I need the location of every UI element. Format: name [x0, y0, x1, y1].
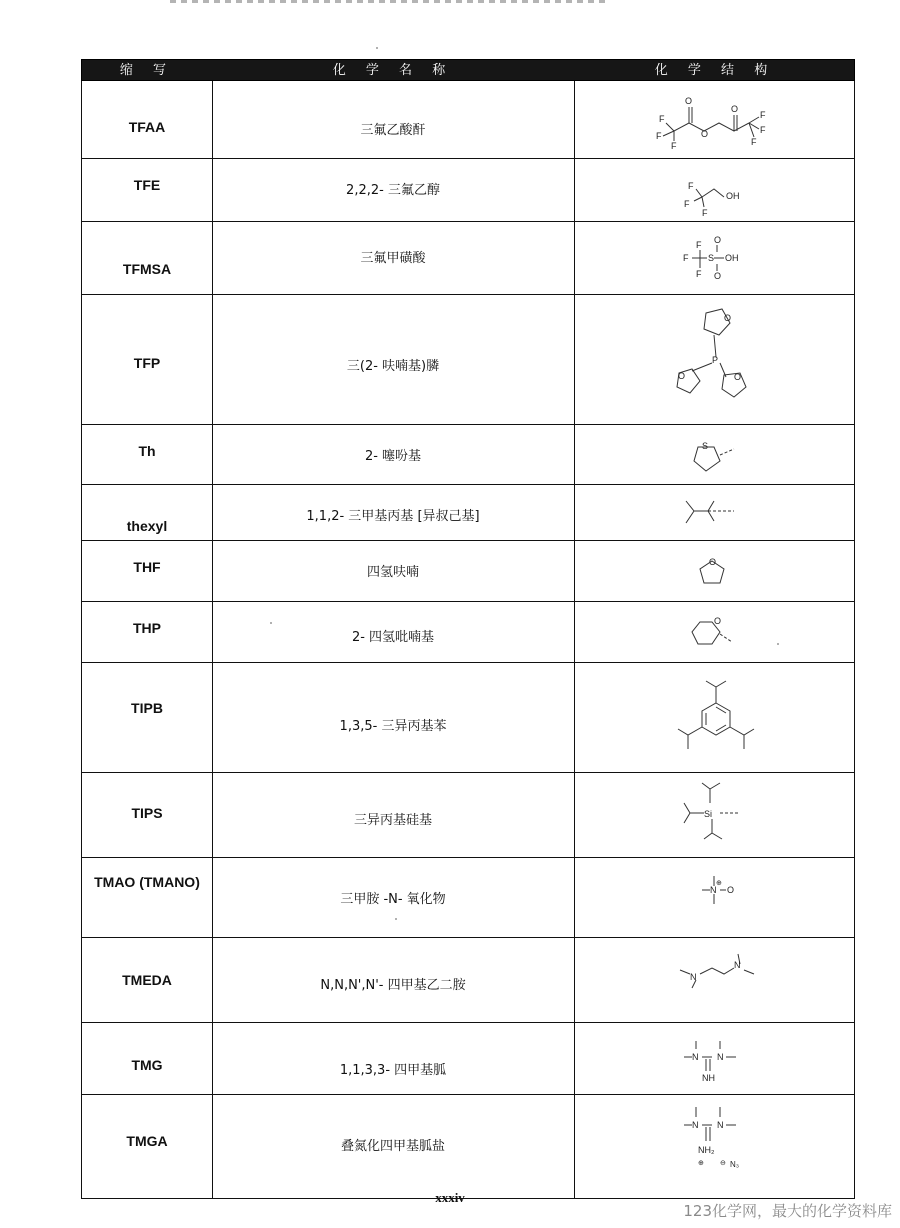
chemical-name-cell: 1,1,2- 三甲基丙基 [异叔己基]	[306, 509, 480, 524]
table-row	[81, 222, 855, 295]
svg-text:F: F	[683, 253, 689, 263]
svg-text:OH: OH	[726, 191, 740, 201]
chemical-name-cell: 三甲胺 -N- 氧化物	[340, 892, 446, 907]
svg-text:S: S	[702, 441, 709, 451]
svg-text:NH₂: NH₂	[698, 1145, 715, 1155]
svg-text:N: N	[692, 1052, 699, 1062]
chemical-name-cell: 四氢呋喃	[366, 565, 419, 580]
svg-text:N₃: N₃	[730, 1160, 740, 1169]
svg-text:O: O	[701, 129, 709, 139]
header-abbreviation: 缩 写	[119, 63, 175, 78]
svg-text:OH: OH	[725, 253, 739, 263]
structure-tfmsa	[574, 222, 856, 294]
abbreviation-cell: Th	[138, 443, 156, 459]
svg-text:F: F	[760, 110, 766, 120]
svg-text:Si: Si	[704, 809, 713, 819]
abbreviation-cell: TFE	[133, 177, 161, 193]
structure-thp	[574, 602, 856, 662]
svg-text:F: F	[696, 240, 702, 250]
chemical-name-cell: 2,2,2- 三氟乙醇	[346, 183, 440, 198]
chemical-name-cell: 2- 四氢吡喃基	[351, 630, 435, 645]
chemical-name-cell: 三异丙基硅基	[353, 813, 432, 828]
abbreviation-cell: TMGA	[126, 1133, 168, 1149]
abbreviation-cell: TMG	[131, 1057, 163, 1073]
abbreviation-cell: TMEDA	[122, 972, 172, 988]
abbreviation-cell: TIPS	[131, 805, 163, 821]
structure-tfe	[574, 159, 856, 221]
svg-text:O: O	[724, 313, 732, 323]
structure-thf	[574, 541, 856, 601]
svg-text:F: F	[688, 181, 694, 191]
svg-text:O: O	[734, 372, 742, 382]
svg-text:O: O	[709, 557, 717, 567]
svg-text:O: O	[714, 235, 722, 245]
svg-text:F: F	[684, 199, 690, 209]
header-chemical-name: 化 学 名 称	[332, 63, 454, 78]
table-row	[81, 295, 855, 425]
abbreviation-cell: THP	[133, 620, 161, 636]
svg-text:S: S	[708, 253, 715, 263]
table-row	[81, 663, 855, 773]
chemical-name-cell: 三氟乙酸酐	[360, 123, 426, 138]
abbreviation-cell: TFMSA	[122, 261, 172, 277]
abbreviation-cell: TIPB	[131, 700, 163, 716]
svg-text:O: O	[714, 616, 722, 626]
table-row	[81, 1023, 855, 1095]
svg-text:O: O	[678, 371, 686, 381]
chemical-name-cell: 叠氮化四甲基胍盐	[340, 1139, 445, 1154]
table-row	[81, 485, 855, 541]
table-row	[81, 602, 855, 663]
svg-text:O: O	[731, 104, 739, 114]
svg-text:⊖: ⊖	[720, 1160, 726, 1167]
chemical-name-cell: 三氟甲磺酸	[360, 251, 426, 266]
structure-thienyl	[574, 425, 856, 484]
svg-text:P: P	[712, 355, 719, 365]
chemical-name-cell: N,N,N',N'- 四甲基乙二胺	[320, 978, 466, 993]
table-row	[81, 81, 855, 159]
abbreviation-cell: TMAO (TMANO)	[94, 874, 200, 890]
svg-text:O: O	[714, 271, 722, 281]
svg-text:F: F	[751, 137, 757, 147]
abbreviation-cell: THF	[133, 559, 161, 575]
svg-text:N: N	[710, 885, 717, 895]
structure-tmao	[574, 858, 856, 937]
table-row	[81, 1095, 855, 1199]
scan-artifact	[170, 0, 610, 3]
svg-text:O: O	[685, 96, 693, 106]
structure-tmga	[574, 1095, 856, 1198]
chemical-name-cell: 1,3,5- 三异丙基苯	[339, 719, 447, 734]
chemical-name-cell: 三(2- 呋喃基)膦	[346, 359, 440, 374]
structure-tfp	[574, 295, 856, 424]
svg-text:O: O	[727, 885, 735, 895]
svg-text:⊕: ⊕	[716, 880, 722, 887]
chemical-name-cell: 1,1,3,3- 四甲基胍	[339, 1063, 447, 1078]
svg-text:N: N	[717, 1120, 724, 1130]
svg-text:⊕: ⊕	[698, 1160, 704, 1167]
svg-text:F: F	[659, 114, 665, 124]
svg-text:N: N	[692, 1120, 699, 1130]
table-header	[81, 59, 855, 81]
table-row	[81, 159, 855, 222]
chemical-name-cell: 2- 噻吩基	[364, 449, 422, 464]
page-number: xxxiv	[435, 1190, 465, 1205]
svg-text:N: N	[734, 960, 741, 970]
table-row	[81, 938, 855, 1023]
table-row	[81, 541, 855, 602]
svg-text:F: F	[671, 141, 677, 151]
svg-text:N: N	[690, 972, 697, 982]
structure-tmg	[574, 1023, 856, 1094]
abbreviation-table	[81, 59, 855, 1169]
svg-text:F: F	[656, 131, 662, 141]
structure-thexyl	[574, 485, 856, 540]
svg-text:N: N	[717, 1052, 724, 1062]
table-row	[81, 858, 855, 938]
table-row	[81, 425, 855, 485]
table-row	[81, 773, 855, 858]
svg-text:F: F	[696, 269, 702, 279]
structure-tipb	[574, 663, 856, 772]
structure-tips	[574, 773, 856, 857]
watermark: 123化学网，最大的化学资料库	[683, 1202, 892, 1220]
svg-text:F: F	[702, 208, 708, 218]
abbreviation-cell: TFP	[133, 355, 161, 371]
header-chemical-structure: 化 学 结 构	[654, 63, 776, 78]
abbreviation-cell: TFAA	[128, 119, 166, 135]
svg-text:NH: NH	[702, 1073, 715, 1083]
svg-text:F: F	[760, 125, 766, 135]
structure-tmeda	[574, 938, 856, 1022]
structure-tfaa	[574, 81, 856, 158]
scan-speck	[376, 47, 378, 49]
abbreviation-cell: thexyl	[126, 518, 168, 534]
